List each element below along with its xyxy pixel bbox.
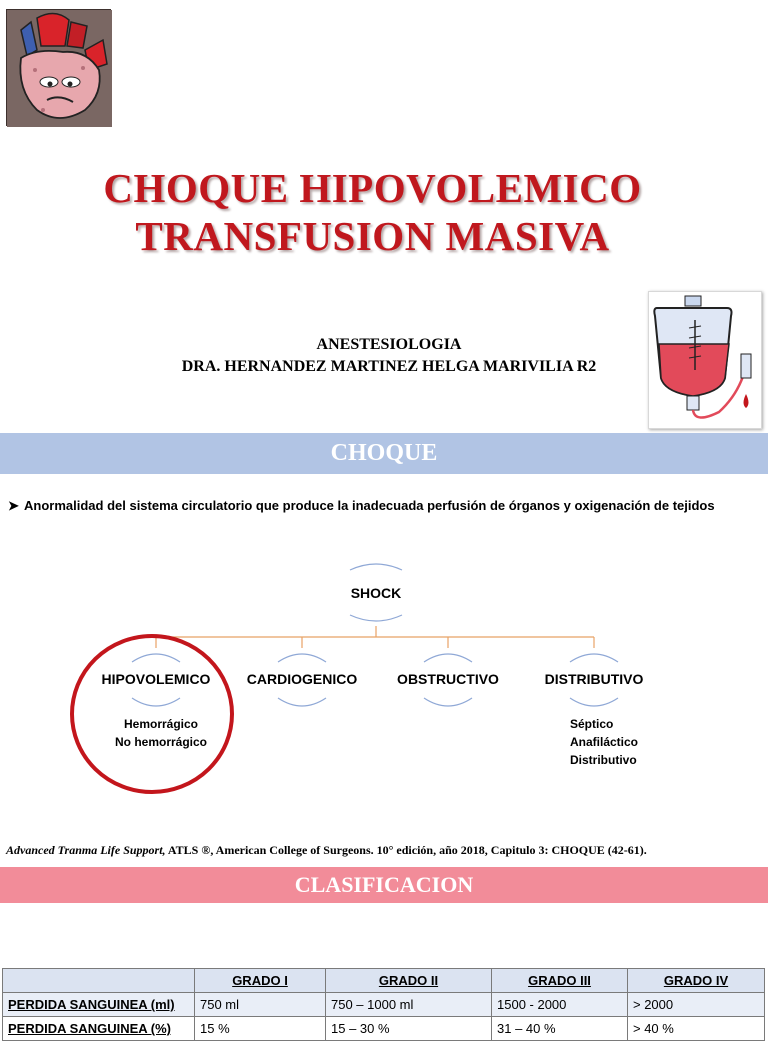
table-row-header: PERDIDA SANGUINEA (%) (3, 1017, 195, 1041)
node-arc-bottom (570, 698, 618, 706)
definition-item (8, 497, 715, 515)
node-arc-bottom (132, 698, 180, 706)
node-cardiogenico: CARDIOGENICO (246, 671, 358, 687)
definition-text: Anormalidad del sistema circulatorio que produce la inadecuada perfusión de órganos y oxigenación de tejidos (24, 498, 715, 513)
classification-table (2, 968, 765, 1041)
table-row (3, 1017, 765, 1041)
iv-bag-illustration (648, 291, 762, 429)
node-arc-bottom (424, 698, 472, 706)
table-row-header: PERDIDA SANGUINEA (ml) (3, 993, 195, 1017)
bullet-arrow-icon: ➤ (8, 498, 19, 513)
citation-title: Advanced Tranma Life Support, (6, 843, 166, 857)
table-header-cell: GRADO I (195, 969, 326, 993)
table-header-cell (3, 969, 195, 993)
table-cell: 750 – 1000 ml (326, 993, 492, 1017)
title-line-2: TRANSFUSION MASIVA (135, 213, 610, 259)
node-arc-top (278, 654, 326, 662)
table-header-cell: GRADO III (492, 969, 628, 993)
subtype-item: Hemorrágico (123, 717, 199, 731)
table-cell: > 40 % (628, 1017, 765, 1041)
root-arc-top (350, 564, 402, 570)
section-banner-clasificacion: CLASIFICACION (0, 867, 768, 903)
node-arc-top (570, 654, 618, 662)
citation-details: ATLS ®, American College of Surgeons. 10° edición, año 2018, Capitulo 3: CHOQUE (42-61). (165, 843, 647, 857)
node-obstructivo: OBSTRUCTIVO (397, 671, 499, 687)
highlight-circle (72, 636, 232, 792)
diagram-root-shock: SHOCK (350, 585, 402, 601)
table-header-cell: GRADO II (326, 969, 492, 993)
node-arc-top (424, 654, 472, 662)
author: DRA. HERNANDEZ MARTINEZ HELGA MARIVILIA R2 (181, 358, 597, 375)
heart-illustration (6, 9, 111, 126)
node-arc-top (132, 654, 180, 662)
subtype-item: Anafiláctico (570, 735, 639, 749)
table-cell: 31 – 40 % (492, 1017, 628, 1041)
table-row (3, 993, 765, 1017)
node-hipovolemico: HIPOVOLEMICO (101, 671, 211, 687)
table-cell: 15 – 30 % (326, 1017, 492, 1041)
table-cell: > 2000 (628, 993, 765, 1017)
subtype-item: No hemorrágico (114, 735, 208, 749)
table-header-cell: GRADO IV (628, 969, 765, 993)
hipovolemico-subtypes (115, 715, 207, 751)
root-arc-bottom (350, 615, 402, 621)
citation (6, 843, 647, 858)
distributivo-subtypes (570, 715, 638, 769)
subtype-item: Distributivo (570, 753, 637, 767)
title-line-1: CHOQUE HIPOVOLEMICO (103, 165, 642, 211)
table-cell: 15 % (195, 1017, 326, 1041)
node-distributivo: DISTRIBUTIVO (544, 671, 644, 687)
shock-diagram (0, 560, 768, 810)
department: ANESTESIOLOGIA (316, 336, 462, 353)
section-banner-choque: CHOQUE (0, 433, 768, 474)
node-arc-bottom (278, 698, 326, 706)
table-header-row (3, 969, 765, 993)
subtype-item: Séptico (570, 717, 614, 731)
table-cell: 750 ml (195, 993, 326, 1017)
table-cell: 1500 - 2000 (492, 993, 628, 1017)
